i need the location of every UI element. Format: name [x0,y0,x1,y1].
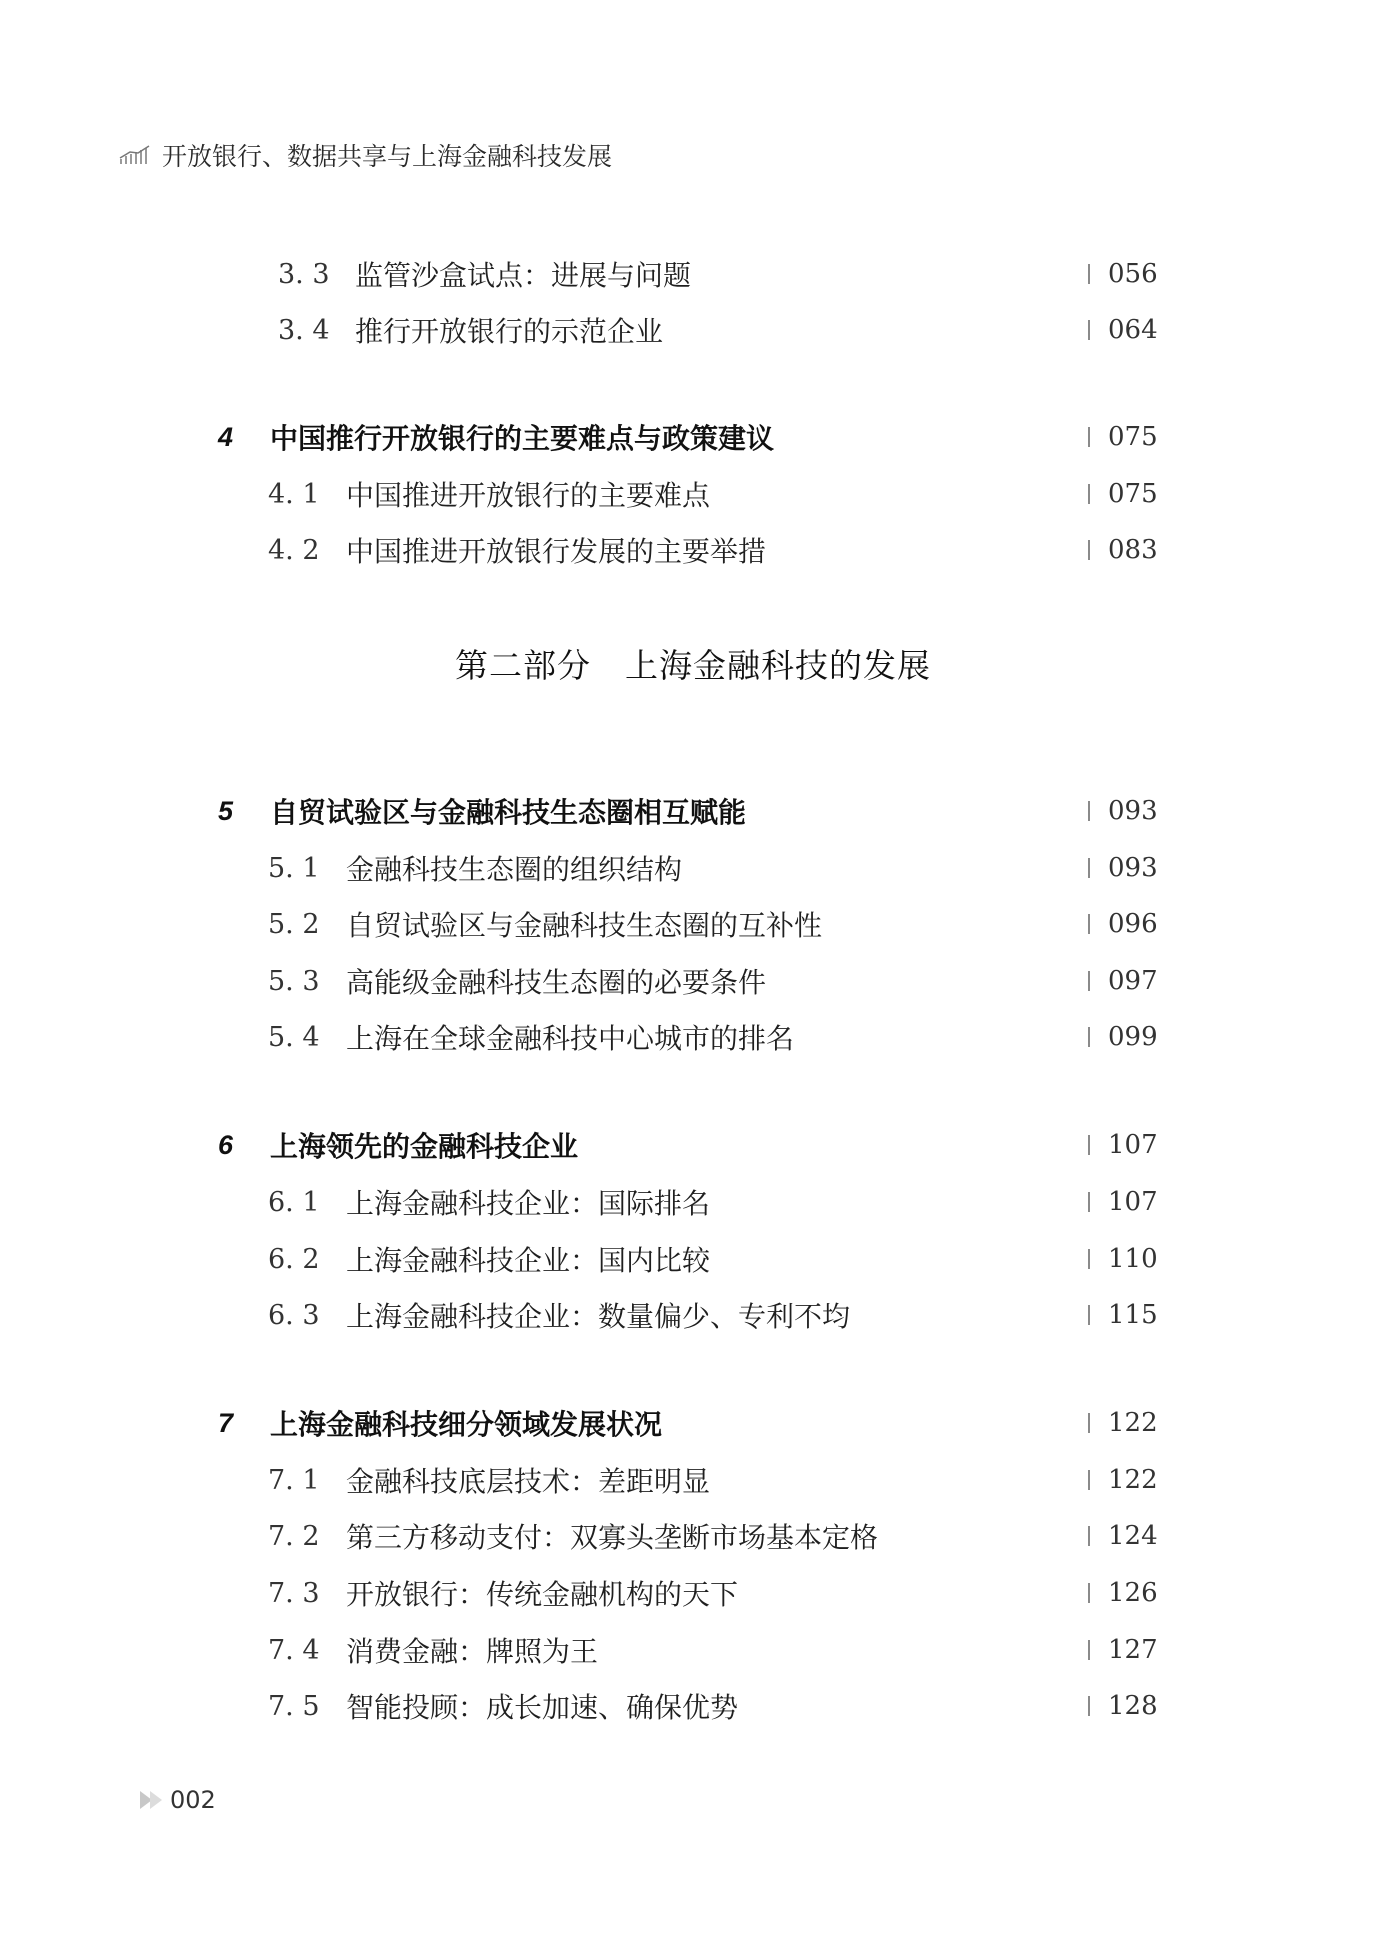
page-separator [1088,1413,1090,1433]
page-number: 107 [1108,1187,1158,1217]
section-title: 高能级金融科技生态圈的必要条件 [346,966,767,999]
page-separator [1088,484,1090,504]
part-label: 第二部分 [455,646,591,685]
section-title: 中国推进开放银行发展的主要举措 [346,535,767,568]
section-number: 5. 3 [268,965,320,997]
page-separator [1088,858,1090,878]
toc-entry[interactable] [0,1182,1386,1222]
page-number: 064 [1108,315,1158,345]
toc-entry[interactable] [0,1573,1386,1613]
section-title: 推行开放银行的示范企业 [355,315,664,348]
section-title: 自贸试验区与金融科技生态圈的互补性 [346,909,823,942]
page-number: 110 [1108,1244,1158,1274]
section-title: 消费金融：牌照为王 [346,1635,599,1668]
page-number: 122 [1108,1465,1158,1495]
page-number: 126 [1108,1578,1158,1608]
chapter-number: 7 [218,1407,234,1438]
section-title: 开放银行：传统金融机构的天下 [346,1578,739,1611]
chapter-title: 上海金融科技细分领域发展状况 [270,1408,663,1441]
section-title: 第三方移动支付：双寡头垄断市场基本定格 [346,1521,879,1554]
section-number: 3. 3 [278,258,330,290]
section-number: 7. 5 [268,1690,320,1722]
toc-chapter-7[interactable] [0,1403,1386,1443]
page-number: 075 [1108,479,1158,509]
page-separator [1088,1135,1090,1155]
chapter-number: 4 [218,421,234,452]
page-footer [138,1786,216,1814]
page-number: 075 [1108,422,1158,452]
rising-bars-icon [118,144,152,166]
running-head-title: 开放银行、数据共享与上海金融科技发展 [162,142,613,171]
section-title: 上海金融科技企业：国际排名 [346,1187,711,1220]
toc-entry[interactable] [0,474,1386,514]
toc-entry[interactable] [0,1630,1386,1670]
toc-entry[interactable] [0,1516,1386,1556]
toc-entry[interactable] [0,1460,1386,1500]
page-separator [1088,914,1090,934]
part-title: 上海金融科技的发展 [625,646,931,685]
toc-entry[interactable] [0,848,1386,888]
chapter-title: 上海领先的金融科技企业 [270,1130,579,1163]
page-number: 083 [1108,535,1158,565]
page-separator [1088,1249,1090,1269]
section-title: 中国推进开放银行的主要难点 [346,479,711,512]
page-separator [1088,1027,1090,1047]
chapter-number: 5 [218,795,234,826]
section-number: 4. 1 [268,478,320,510]
toc-entry[interactable] [0,1239,1386,1279]
section-number: 5. 2 [268,908,320,940]
page-separator [1088,1470,1090,1490]
page-separator [1088,1305,1090,1325]
page-number: 096 [1108,909,1158,939]
page-separator [1088,1696,1090,1716]
section-number: 7. 3 [268,1577,320,1609]
toc-entry[interactable] [0,1017,1386,1057]
toc-chapter-4[interactable] [0,417,1386,457]
page-number: 128 [1108,1691,1158,1721]
section-number: 6. 3 [268,1299,320,1331]
page-number: 115 [1108,1300,1158,1330]
toc-entry[interactable] [0,530,1386,570]
section-number: 4. 2 [268,534,320,566]
section-number: 6. 1 [268,1186,320,1218]
page-number: 097 [1108,966,1158,996]
section-number: 7. 1 [268,1464,320,1496]
page-separator [1088,264,1090,284]
section-number: 6. 2 [268,1243,320,1275]
chapter-title: 自贸试验区与金融科技生态圈相互赋能 [270,796,747,829]
page-number: 122 [1108,1408,1158,1438]
page-separator [1088,1583,1090,1603]
page-number: 107 [1108,1130,1158,1160]
page-separator [1088,320,1090,340]
page-number: 099 [1108,1022,1158,1052]
page-separator [1088,1526,1090,1546]
toc-chapter-6[interactable] [0,1125,1386,1165]
section-number: 7. 2 [268,1520,320,1552]
section-title: 上海金融科技企业：数量偏少、专利不均 [346,1300,851,1333]
page-separator [1088,540,1090,560]
toc-entry[interactable] [0,961,1386,1001]
page-number: 124 [1108,1521,1158,1551]
section-number: 3. 4 [278,314,330,346]
section-title: 上海在全球金融科技中心城市的排名 [346,1022,795,1055]
page-separator [1088,1640,1090,1660]
toc-chapter-5[interactable] [0,791,1386,831]
section-title: 金融科技生态圈的组织结构 [346,853,683,886]
page-separator [1088,427,1090,447]
section-title: 金融科技底层技术：差距明显 [346,1465,711,1498]
page-separator [1088,971,1090,991]
section-number: 7. 4 [268,1634,320,1666]
chapter-title: 中国推行开放银行的主要难点与政策建议 [270,422,775,455]
toc-entry[interactable] [0,1686,1386,1726]
page-separator [1088,801,1090,821]
double-arrow-icon [138,1789,166,1811]
page-number: 093 [1108,853,1158,883]
section-title: 监管沙盒试点：进展与问题 [355,259,692,292]
page-separator [1088,1192,1090,1212]
section-number: 5. 4 [268,1021,320,1053]
toc-entry[interactable] [0,904,1386,944]
page-number: 056 [1108,259,1158,289]
section-title: 智能投顾：成长加速、确保优势 [346,1691,739,1724]
running-head [118,137,612,173]
section-title: 上海金融科技企业：国内比较 [346,1244,711,1277]
chapter-number: 6 [218,1129,234,1160]
part-heading [0,640,1386,687]
section-number: 5. 1 [268,852,320,884]
toc-entry[interactable] [0,1295,1386,1335]
page-number: 093 [1108,796,1158,826]
toc-entry[interactable] [0,310,1386,350]
page-number: 127 [1108,1635,1158,1665]
toc-entry[interactable] [0,254,1386,294]
folio: 002 [170,1786,216,1814]
